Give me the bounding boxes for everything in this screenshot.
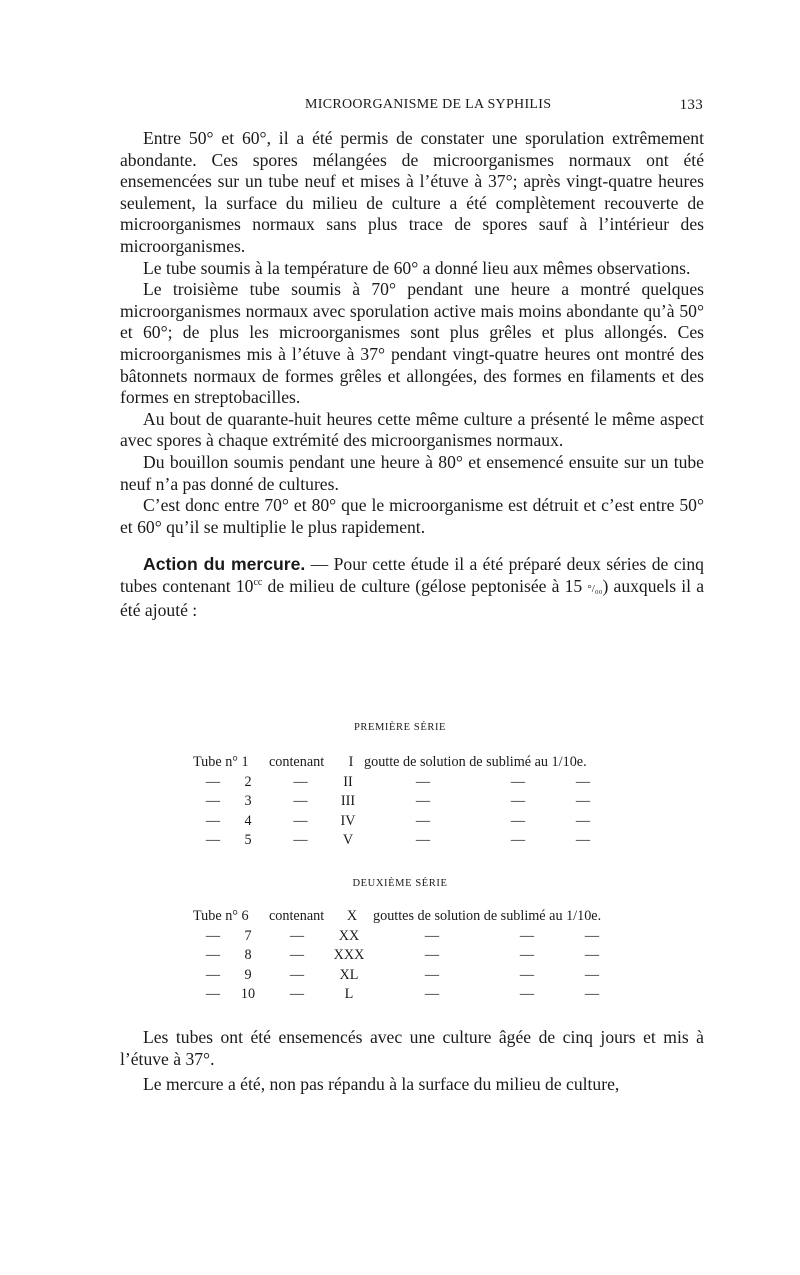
paragraph-text: ) auxquels il a été ajouté : [120, 575, 704, 621]
table-cell: — [575, 832, 591, 848]
table-cell: 9 [244, 966, 252, 983]
table-cell: 2 [244, 773, 252, 790]
table-cell: — [293, 812, 308, 829]
table-cell: — [519, 927, 535, 944]
table-cell: — [205, 773, 221, 790]
table-cell: XX [338, 927, 360, 944]
table-cell: 3 [244, 793, 252, 809]
table-cell: II [343, 773, 353, 790]
table-row [193, 947, 627, 967]
table-cell: 7 [244, 927, 252, 944]
page-number: 133 [679, 97, 703, 113]
paragraph: Au bout de quarante-huit heures cette même culture a présenté le même aspect avec spores à chaque extrémité des microorganismes normaux. [120, 408, 704, 451]
table-row [193, 967, 627, 987]
table-cell: — [510, 793, 526, 809]
table-cell: — [424, 986, 440, 1002]
table-row [193, 908, 627, 928]
section-heading: Action du mercure. [143, 554, 306, 575]
table-cell: XL [339, 966, 359, 983]
table-row [193, 928, 627, 948]
table-cell: — [205, 966, 221, 983]
table-cell: — [205, 947, 221, 963]
body-text-bottom [120, 1026, 704, 1095]
table-cell: — [289, 947, 305, 963]
table-cell: 5 [244, 832, 252, 848]
table-row [193, 986, 627, 1006]
table-cell: — [519, 966, 535, 983]
series-table [193, 908, 627, 1006]
table-cell: — [205, 927, 221, 944]
permille-sign: °/₀₀ [587, 582, 603, 595]
series-title: PREMIÈRE SÉRIE [353, 722, 447, 733]
table-cell: V [342, 832, 354, 848]
paragraph: Le troisième tube soumis à 70° pendant une heure a montré quelques microorganismes normaux avec sporulation active mais moins abondante qu’à 50° et 60°; de plus les microorganismes sont plus grêles et plus allongés. Ces microorganismes mis à l’étuve à 37° pendant vingt-quatre heures ont montré des bâtonnets normaux de formes grêles et allongées, des formes en filaments et des formes en streptobacilles. [120, 279, 704, 408]
table-cell: — [510, 832, 526, 848]
table-cell: — [293, 832, 308, 848]
table-cell: — [575, 773, 591, 790]
superscript: cc [253, 577, 263, 589]
paragraph: Le tube soumis à la température de 60° a donné lieu aux mêmes observations. [143, 257, 691, 278]
table-cell: — [415, 773, 431, 790]
paragraph: Les tubes ont été ensemencés avec une culture âgée de cinq jours et mis à l’étuve à 37°. [120, 1027, 704, 1069]
body-text-top [120, 128, 704, 622]
table-cell: — [205, 812, 221, 829]
table-cell: — [293, 793, 308, 809]
paragraph: C’est donc entre 70° et 80° que le microorganisme est détruit et c’est entre 50° et 60° qu’il se multiplie le plus rapidement. [120, 495, 704, 537]
table-cell: — [289, 966, 305, 983]
running-head [0, 97, 800, 117]
table-cell: X [346, 908, 358, 924]
table-cell: — [289, 986, 305, 1002]
table-cell: contenant [269, 908, 325, 924]
table-cell: — [584, 966, 600, 983]
table-cell: — [424, 947, 440, 963]
table-cell: — [510, 773, 526, 790]
series-title: DEUXIÈME SÉRIE [352, 878, 448, 889]
paragraph-text: de milieu de culture (gélose peptonisée à 15 [262, 575, 588, 596]
table-cell: — [293, 773, 308, 790]
table-cell: — [584, 947, 600, 963]
table-row [193, 813, 618, 833]
table-row [193, 754, 618, 774]
series-table [193, 754, 618, 852]
table-cell: — [205, 793, 221, 809]
table-row [193, 793, 618, 813]
table-cell: goutte de solution de sublimé au 1/10e. [364, 754, 587, 770]
table-cell: — [289, 927, 305, 944]
paragraph: Entre 50° et 60°, il a été permis de constater une sporulation extrêmement abondante. Ces spores mélangées de microorganismes normaux ont été ensemencées sur un tube neuf et mises à l’étuve à 37°; après vingt-quatre heures seulement, la surface du milieu de culture a été complètement recouverte de microorganismes normaux sans plus trace de spores sauf à l’intérieur des microorganismes. [120, 128, 704, 256]
table-cell: — [424, 966, 440, 983]
table-cell: contenant [269, 754, 325, 770]
table-row [193, 832, 618, 852]
table-cell: IV [340, 812, 356, 829]
table-cell: — [205, 832, 221, 848]
table-cell: 10 [240, 986, 256, 1002]
table-cell: Tube n° 6 [193, 908, 249, 924]
table-cell: XXX [333, 947, 365, 963]
running-title: MICROORGANISME DE LA SYPHILIS [305, 97, 552, 112]
table-cell: — [415, 832, 431, 848]
table-row [193, 774, 618, 794]
table-cell: L [344, 986, 354, 1002]
paragraph-text: — Pour cette étude il a été préparé deux séries de cinq tubes contenant 10 [120, 554, 704, 596]
table-cell: 8 [244, 947, 252, 963]
table-cell: — [415, 812, 431, 829]
table-cell: — [519, 986, 535, 1002]
table-cell: III [340, 793, 356, 809]
table-cell: Tube n° 1 [193, 754, 249, 770]
table-cell: I [348, 754, 354, 770]
table-cell: — [575, 793, 591, 809]
table-cell: — [584, 927, 600, 944]
table-cell: gouttes de solution de sublimé au 1/10e. [373, 908, 602, 924]
table-cell: 4 [244, 812, 252, 829]
table-cell: — [415, 793, 431, 809]
paragraph: Du bouillon soumis pendant une heure à 80° et ensemencé ensuite sur un tube neuf n’a pas donné de cultures. [120, 451, 704, 494]
table-cell: — [575, 812, 591, 829]
section-paragraph [120, 554, 704, 622]
paragraph: Le mercure a été, non pas répandu à la surface du milieu de culture, [143, 1074, 620, 1094]
table-cell: — [584, 986, 600, 1002]
table-cell: — [424, 927, 440, 944]
table-cell: — [205, 986, 221, 1002]
table-cell: — [519, 947, 535, 963]
table-cell: — [510, 812, 526, 829]
